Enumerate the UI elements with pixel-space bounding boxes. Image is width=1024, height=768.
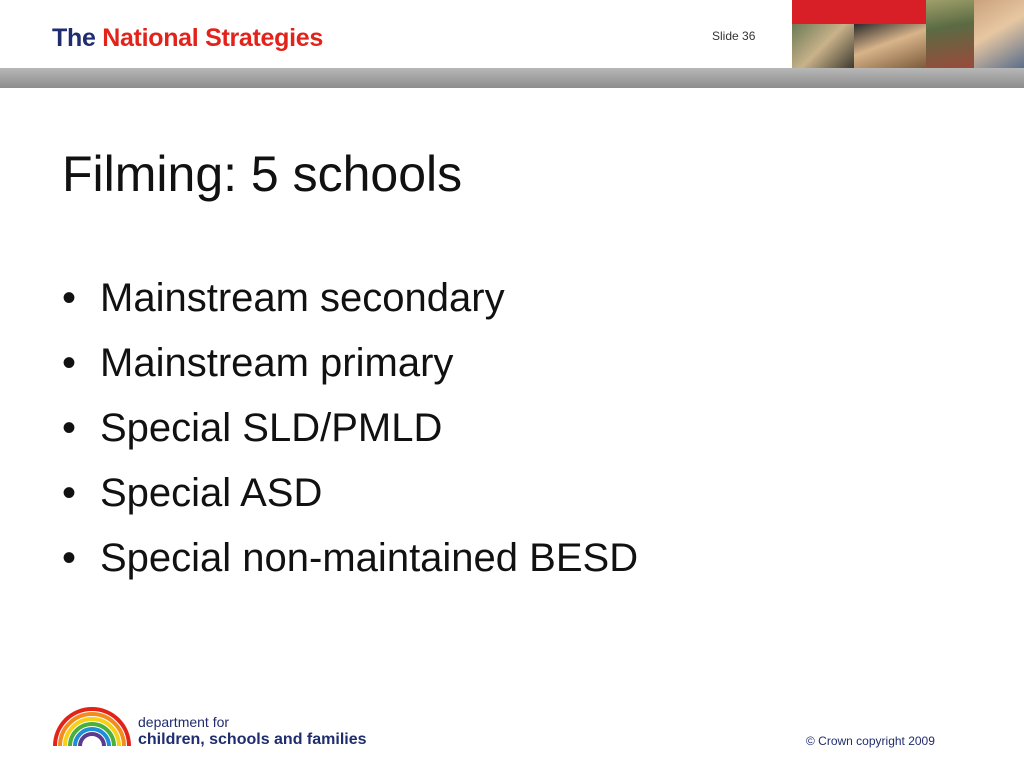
photo-classroom-3 — [926, 0, 974, 68]
bullet-item — [62, 404, 638, 469]
bullet-item — [62, 339, 638, 404]
bullet-glyph: • — [62, 406, 77, 450]
header — [0, 0, 1024, 68]
bullet-item — [62, 274, 638, 339]
bullet-list — [62, 274, 638, 599]
bullet-text: Special SLD/PMLD — [100, 406, 443, 450]
photo-classroom-4 — [974, 0, 1024, 68]
bullet-text: Special non-maintained BESD — [100, 536, 639, 580]
dcsf-line-2: children, schools and families — [138, 731, 367, 748]
logo-the: The — [52, 24, 96, 52]
photo-classroom-2 — [854, 24, 926, 68]
dcsf-rainbow-icon — [52, 706, 132, 748]
bullet-glyph: • — [62, 536, 77, 580]
bullet-glyph: • — [62, 471, 77, 515]
bullet-glyph: • — [62, 341, 77, 385]
header-divider-bar — [0, 68, 1024, 88]
copyright-notice: © Crown copyright 2009 — [806, 734, 935, 748]
dcsf-line-1: department for — [138, 714, 230, 730]
header-red-band — [792, 0, 926, 24]
photo-classroom-1 — [792, 24, 854, 68]
bullet-text: Mainstream secondary — [100, 276, 505, 320]
slide-title: Filming: 5 schools — [62, 146, 463, 202]
slide-number: Slide 36 — [712, 29, 756, 43]
bullet-text: Mainstream primary — [100, 341, 454, 385]
bullet-glyph: • — [62, 276, 77, 320]
bullet-item — [62, 534, 638, 599]
dcsf-logo-text — [138, 714, 367, 748]
bullet-text: Special ASD — [100, 471, 323, 515]
national-strategies-logo — [52, 24, 323, 53]
header-photo-strip — [792, 0, 1024, 68]
bullet-item — [62, 469, 638, 534]
logo-national-strategies: National Strategies — [102, 24, 323, 52]
